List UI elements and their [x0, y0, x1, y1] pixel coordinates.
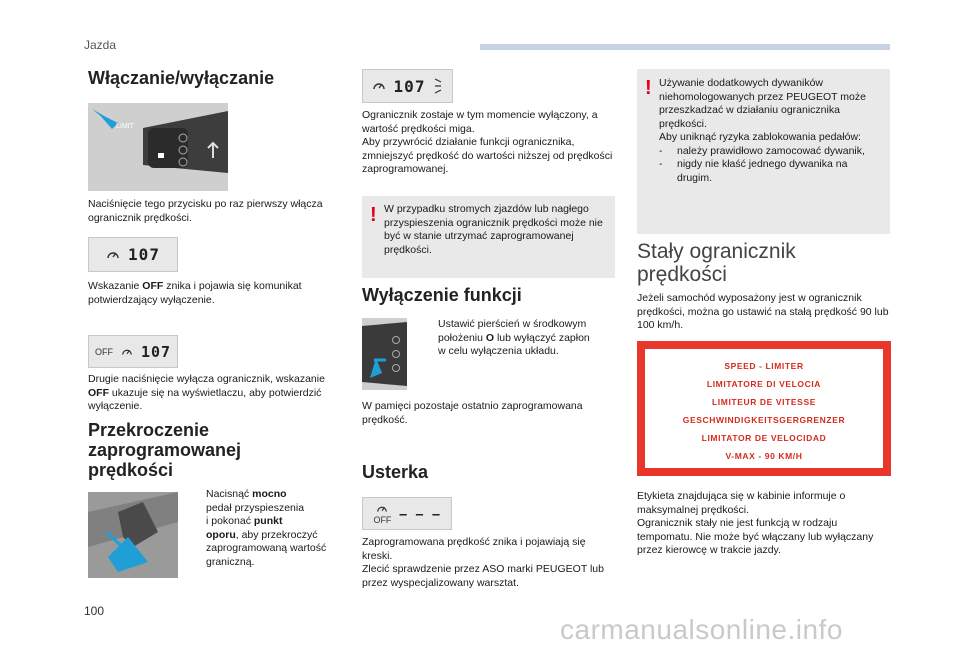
- title-line: prędkości: [637, 263, 727, 286]
- off-indicator: OFF: [373, 514, 392, 525]
- title-on-off: Włączanie/wyłączanie: [88, 68, 275, 88]
- text: lub wyłączyć zapłon: [494, 331, 590, 344]
- speedometer-icon: [106, 248, 120, 262]
- off-speedo-group: [373, 503, 391, 525]
- speedometer-icon: [376, 503, 388, 515]
- text-bold: OFF: [142, 280, 164, 292]
- display-limiter-off: [88, 335, 178, 368]
- watermark: carmanualsonline.info: [560, 614, 843, 645]
- title-fault: Usterka: [362, 462, 429, 482]
- lever-label: LIMIT: [116, 123, 134, 130]
- label-line: LIMITEUR DE VITESSE: [712, 397, 816, 407]
- para-memory: W pamięci pozostaje ostatnio zaprogramowana prędkość.: [362, 400, 583, 426]
- bullet-accelerate: [192, 488, 342, 569]
- title-disable: Wyłączenie funkcji: [362, 285, 522, 305]
- label-line: SPEED - LIMITER: [724, 361, 804, 371]
- text-bold: oporu: [206, 528, 236, 541]
- warning-content: [659, 77, 885, 185]
- text: zaprogramowaną wartość: [206, 542, 327, 554]
- text: w celu wyłączenia układu.: [438, 345, 559, 357]
- warning-icon: !: [645, 77, 652, 99]
- para-fixed-equipped: Jeżeli samochód wyposażony jest w ogranicznik prędkości, można go ustawić na stałą prędkość 90 lub 100 km/h.: [637, 292, 889, 331]
- list-text: należy prawidłowo zamocować dywanik,: [677, 144, 865, 157]
- list-text: nigdy nie kłaść jednego dywanika na drugim.: [677, 158, 848, 184]
- label-line: LIMITATORE DI VELOCIA: [706, 379, 822, 389]
- warning-list-item: [659, 158, 885, 185]
- para-off-disappears: [88, 280, 340, 307]
- para-disabled-flashes: Ogranicznik zostaje w tym momencie wyłączony, a wartość prędkości miga.: [362, 109, 598, 135]
- para-label-info: Etykieta znajdująca się w kabinie informuje o maksymalnej prędkości.: [637, 490, 846, 516]
- ring-image: [362, 318, 407, 390]
- text: i pokonać: [206, 515, 254, 527]
- display-flashing: [362, 69, 453, 103]
- display-speed: 107: [393, 76, 426, 96]
- warning-icon: !: [370, 204, 377, 226]
- flashing-rays-icon: [433, 77, 443, 95]
- text: pedał przyspieszenia: [206, 501, 305, 514]
- para-first-press: Naciśnięcie tego przycisku po raz pierwszy włącza ogranicznik prędkości.: [88, 198, 323, 224]
- text-bold: O: [485, 331, 495, 344]
- page-number: 100: [84, 604, 105, 618]
- warning-text: Aby uniknąć ryzyka zablokowania pedałów:: [659, 131, 861, 143]
- warning-box-steep: [362, 196, 615, 278]
- para-workshop: Zlecić sprawdzenie przez ASO marki PEUGEOT lub przez wyspecjalizowany warsztat.: [362, 563, 604, 589]
- label-line: LIMITATOR DE VELOCIDAD: [701, 433, 827, 443]
- display-limiter-on: [88, 237, 178, 272]
- display-speed: 107: [140, 342, 172, 361]
- label-line: GESCHWINDIGKEITSGERGRENZER: [682, 415, 846, 425]
- title-line: Przekroczenie: [88, 420, 210, 440]
- text: Drugie naciśnięcie wyłącza ogranicznik, wskazanie: [88, 373, 325, 385]
- text: Wskazanie: [88, 280, 143, 292]
- text: Ustawić pierścień w środkowym: [438, 318, 587, 330]
- bullet-text: [206, 488, 342, 569]
- title-line: prędkości: [88, 460, 174, 480]
- label-inner: [645, 349, 883, 468]
- stalk-image: [88, 103, 228, 191]
- display-speed: 107: [128, 245, 160, 264]
- para-restore: Aby przywrócić działanie funkcji ogranicznika, zmniejszyć prędkość do wartości niższej od prędkości zaprogramowanej.: [362, 136, 613, 175]
- header-bar: [480, 44, 890, 50]
- title-fixed-limiter: [637, 240, 796, 286]
- bullet-text: [438, 318, 610, 359]
- speedometer-icon: [121, 346, 133, 358]
- display-fault: [362, 497, 452, 530]
- text: położeniu: [438, 331, 486, 344]
- title-exceeding: [88, 420, 241, 480]
- off-indicator: OFF: [94, 346, 113, 357]
- title-line: Stały ogranicznik: [637, 240, 796, 263]
- text-bold: punkt: [253, 515, 283, 527]
- warning-text: Używanie dodatkowych dywaników niehomologowanych przez PEUGEOT może przeszkadzać w działaniu ogranicznika prędkości.: [659, 77, 866, 130]
- accelerator-illustration: [88, 492, 178, 578]
- text: , aby przekroczyć: [235, 528, 318, 541]
- speedometer-icon: [372, 79, 386, 93]
- bullet-set-ring: [420, 318, 610, 359]
- dash: -: [659, 158, 663, 170]
- title-line: zaprogramowanej: [88, 440, 242, 460]
- warning-box-mats: [637, 69, 890, 234]
- para-not-cruise: Ogranicznik stały nie jest funkcją w rodzaju tempomatu. Nie może być włączany lub wyłączany przez kierowcę w trakcie jazdy.: [637, 517, 874, 556]
- lever-ring-illustration: [362, 318, 407, 390]
- warning-list-item: [659, 145, 885, 159]
- text: znika i pojawia się komunikat potwierdzający wyłączenie.: [88, 280, 302, 306]
- text: graniczną.: [206, 555, 255, 568]
- text-bold: OFF: [88, 386, 109, 399]
- pedal-image: [88, 492, 178, 578]
- speed-limiter-label: [637, 341, 891, 476]
- label-line: V-MAX - 90 KM/H: [725, 451, 803, 461]
- text: Nacisnąć: [206, 488, 253, 500]
- dash: -: [659, 144, 663, 157]
- para-second-press: [88, 373, 344, 414]
- para-dashes: Zaprogramowana prędkość znika i pojawiają się kreski.: [362, 536, 586, 562]
- display-dashes: – – –: [399, 506, 441, 521]
- warning-text: W przypadku stromych zjazdów lub nagłego przyspieszenia ogranicznik prędkości może nie być w stanie utrzymać zaprogramowanej prędkości.: [384, 203, 603, 256]
- lever-illustration: [88, 103, 228, 191]
- text: ukazuje się na wyświetlaczu, aby potwierdzić wyłączenie.: [88, 386, 322, 412]
- text-bold: mocno: [252, 488, 287, 500]
- section-label: Jazda: [84, 38, 117, 52]
